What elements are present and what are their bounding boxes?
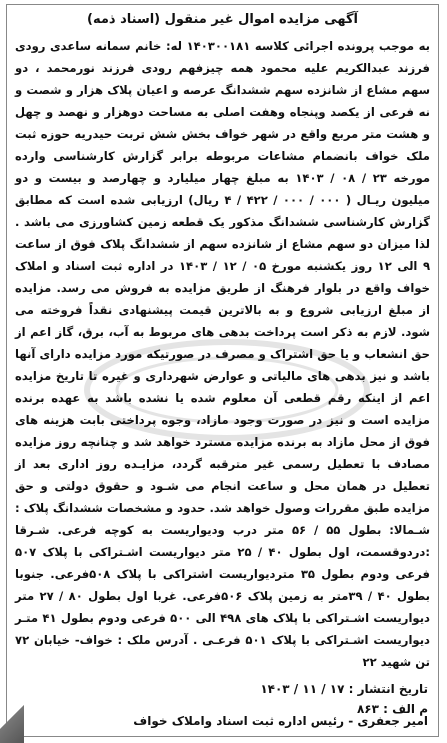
reference-number: م الف : ۸۶۳ bbox=[356, 702, 428, 716]
auction-notice bbox=[6, 4, 439, 737]
notice-title: آگهی مزایده اموال غیر منقول (اسناد ذمه) bbox=[87, 12, 358, 27]
notice-paragraph: به موجب پرونده اجرائی کلاسه ۱۴۰۳۰۰۱۸۱ له: خانم سمانه ساعدی رودی فرزند عبدالکریم علیه محمود همه چیزفهم رودی فرزند نورمحمد ، دو سهم مشاع از شانزده سهم ششدانگ عرصه و اعیان پلاک هزار و شصت و نه فرعی از یکصد وپنجاه وهفت اصلی به مساحت دوهزار و نهصد و چهل و هشت متر مربع واقع در شهر خواف بخش شش تربت حیدریه حوزه ثبت ملک خواف بانضمام مشاعات مربوطه برابر گزارش کارشناسی وارده مورخه ۲۳ / ۰۸ / ۱۴۰۳ به مبلغ چهار میلیارد و چهارصد و بیست و دو میلیون ریـال ( ۰۰۰ / ۰۰۰ / ۴۲۲ / ۴ ریال) ارزیابی شده است که مطابق گزارش کارشناسی ششدانگ مذکور یک قطعه زمین کشاورزی می باشد . لذا میزان دو سهم مشاع از شانزده سهم از ششدانگ پلاک فوق از ساعت ۹ الی ۱۲ روز یکشنبه مورخ ۰۵ / ۱۲ / ۱۴۰۳ در اداره ثبت اسناد و املاک خواف واقع در بلوار فرهنگ از طریق مزایده به فروش می رسد. مزایده از مبلغ ارزیابی شروع و به بالاترین قیمت پیشنهادی نقداً فروخته می شود. لازم به ذکر است پرداخت بدهی های مربوط به آب، برق، گاز اعم از حق انشعاب و یا حق اشتراک و مصرف در صورتیکه مورد مزایده دارای آنها باشد و نیز بدهی های مالیاتی و عوارض شهرداری و غیره تا تاریخ مزایده اعم از اینکه رقم قطعی آن معلوم شده یا نشده باشد به عهده برنده مزایده است و نیز در صورت وجود مازاد، وجوه پرداختی بابت هزینه های فوق از محل مازاد به برنده مزایده مسترد خواهد شد و چنانچه روز مزایده مصادف با تعطیل رسمی غیر مترقبه گردد، مزایـده روز اداری بعد از تعطیل در همان محل و ساعت انجام می شـود و حقوق دولتی و حق مزایده طبق مقررات وصول خواهد شد. حدود و مشخصات ششدانگ پلاک : شـمالا: بطول ۵۵ / ۵۶ متر درب ودیواریست به کوچه فرعی. شـرقا :دردوقسمت، اول بطول ۴۰ / ۲۵ متر دیواریست اشـتراکی با پلاک ۵۰۷ فرعی ودوم بطول ۳۵ متردیواریست اشتراکی با پلاک ۵۰۸فرعی. جنوبا بطول ۴۰ / ۳۹متر به زمین پلاک ۵۰۶فرعی. غربا اول بطول ۸۰ / ۲۷ متر دیواریست اشـتراکی با پلاک های ۴۹۸ الی ۵۰۰ فرعی ودوم بطول ۴۱ متـر دیواریست اشـتراکی با پلاک ۵۰۱ فرعـی . آدرس ملک : خواف- خیابان ۷۲ تن شهید ۲۲ bbox=[15, 39, 431, 669]
publish-date: تاریخ انتشار : ۱۷ / ۱۱ / ۱۴۰۳ bbox=[260, 682, 428, 696]
notice-body bbox=[15, 35, 430, 673]
page-curl-corner bbox=[0, 703, 24, 743]
signature-line: امیر جعفری - رئیس اداره ثبت اسناد واملاک خواف bbox=[133, 714, 428, 728]
